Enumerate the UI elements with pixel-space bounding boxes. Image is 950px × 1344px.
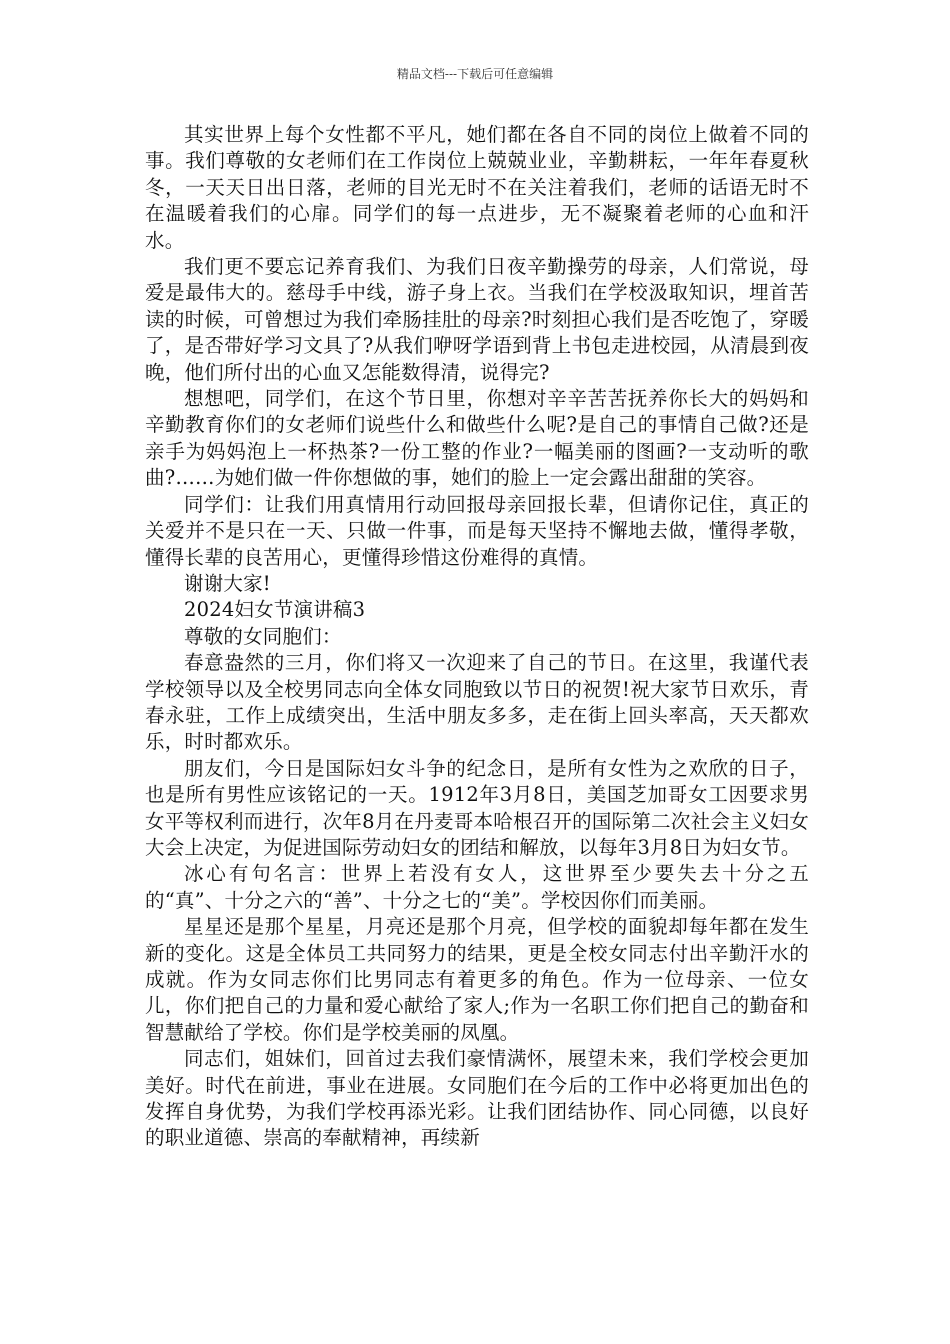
paragraph: 冰心有句名言：世界上若没有女人，这世界至少要失去十分之五的“真”、十分之六的“善”、十分之七的“美”。学校因你们而美丽。 xyxy=(145,862,809,912)
document-body xyxy=(145,122,809,1152)
paragraph: 想想吧，同学们，在这个节日里，你想对辛辛苦苦抚养你长大的妈妈和辛勤教育你们的女老师们说些什么和做些什么呢?是自己的事情自己做?还是亲手为妈妈泡上一杯热茶?一份工整的作业?一幅美丽的图画?一支动听的歌曲?……为她们做一件你想做的事，她们的脸上一定会露出甜甜的笑容。 xyxy=(145,387,809,490)
paragraph: 星星还是那个星星，月亮还是那个月亮，但学校的面貌却每年都在发生新的变化。这是全体员工共同努力的结果，更是全校女同志付出辛勤汗水的成就。作为女同志你们比男同志有着更多的角色。作为一位母亲、一位女儿，你们把自己的力量和爱心献给了家人;作为一名职工你们把自己的勤奋和智慧献给了学校。你们是学校美丽的凤凰。 xyxy=(145,915,809,1044)
salutation: 尊敬的女同胞们： xyxy=(184,624,342,648)
paragraph: 同学们：让我们用真情用行动回报母亲回报长辈，但请你记住，真正的关爱并不是只在一天、只做一件事，而是每天坚持不懈地去做，懂得孝敬，懂得长辈的良苦用心，更懂得珍惜这份难得的真情。 xyxy=(145,492,809,569)
paragraph: 同志们，姐妹们，回首过去我们豪情满怀，展望未来，我们学校会更加美好。时代在前进，事业在进展。女同胞们在今后的工作中必将更加出色的发挥自身优势，为我们学校再添光彩。让我们团结协作、同心同德，以良好的职业道德、崇高的奉献精神，再续新 xyxy=(145,1047,809,1150)
paragraph: 朋友们，今日是国际妇女斗争的纪念日，是所有女性为之欢欣的日子，也是所有男性应该铭记的一天。1912年3月8日，美国芝加哥女工因要求男女平等权利而进行，次年8月在丹麦哥本哈根召开的国际第二次社会主义妇女大会上决定，为促进国际劳动妇女的团结和解放，以每年3月8日为妇女节。 xyxy=(145,756,809,859)
paragraph: 谢谢大家! xyxy=(184,571,271,595)
paragraph: 春意盎然的三月，你们将又一次迎来了自己的节日。在这里，我谨代表学校领导以及全校男同志向全体女同胞致以节日的祝贺!祝大家节日欢乐，青春永驻，工作上成绩突出，生活中朋友多多，走在街上回头率高，天天都欢乐，时时都欢乐。 xyxy=(145,651,809,754)
section-title: 2024妇女节演讲稿3 xyxy=(184,598,366,622)
paragraph: 其实世界上每个女性都不平凡，她们都在各自不同的岗位上做着不同的事。我们尊敬的女老师们在工作岗位上兢兢业业，辛勤耕耘，一年年春夏秋冬，一天天日出日落，老师的目光无时不在关注着我们，老师的话语无时不在温暖着我们的心扉。同学们的每一点进步，无不凝聚着老师的心血和汗水。 xyxy=(145,123,809,252)
paragraph: 我们更不要忘记养育我们、为我们日夜辛勤操劳的母亲，人们常说，母爱是最伟大的。慈母手中线，游子身上衣。当我们在学校汲取知识，埋首苦读的时候，可曾想过为我们牵肠挂肚的母亲?时刻担心我们是否吃饱了，穿暖了，是否带好学习文具了?从我们咿呀学语到背上书包走进校园，从清晨到夜晚，他们所付出的心血又怎能数得清，说得完? xyxy=(145,255,809,384)
page-header: 精品文档---下载后可任意编辑 xyxy=(396,67,554,81)
